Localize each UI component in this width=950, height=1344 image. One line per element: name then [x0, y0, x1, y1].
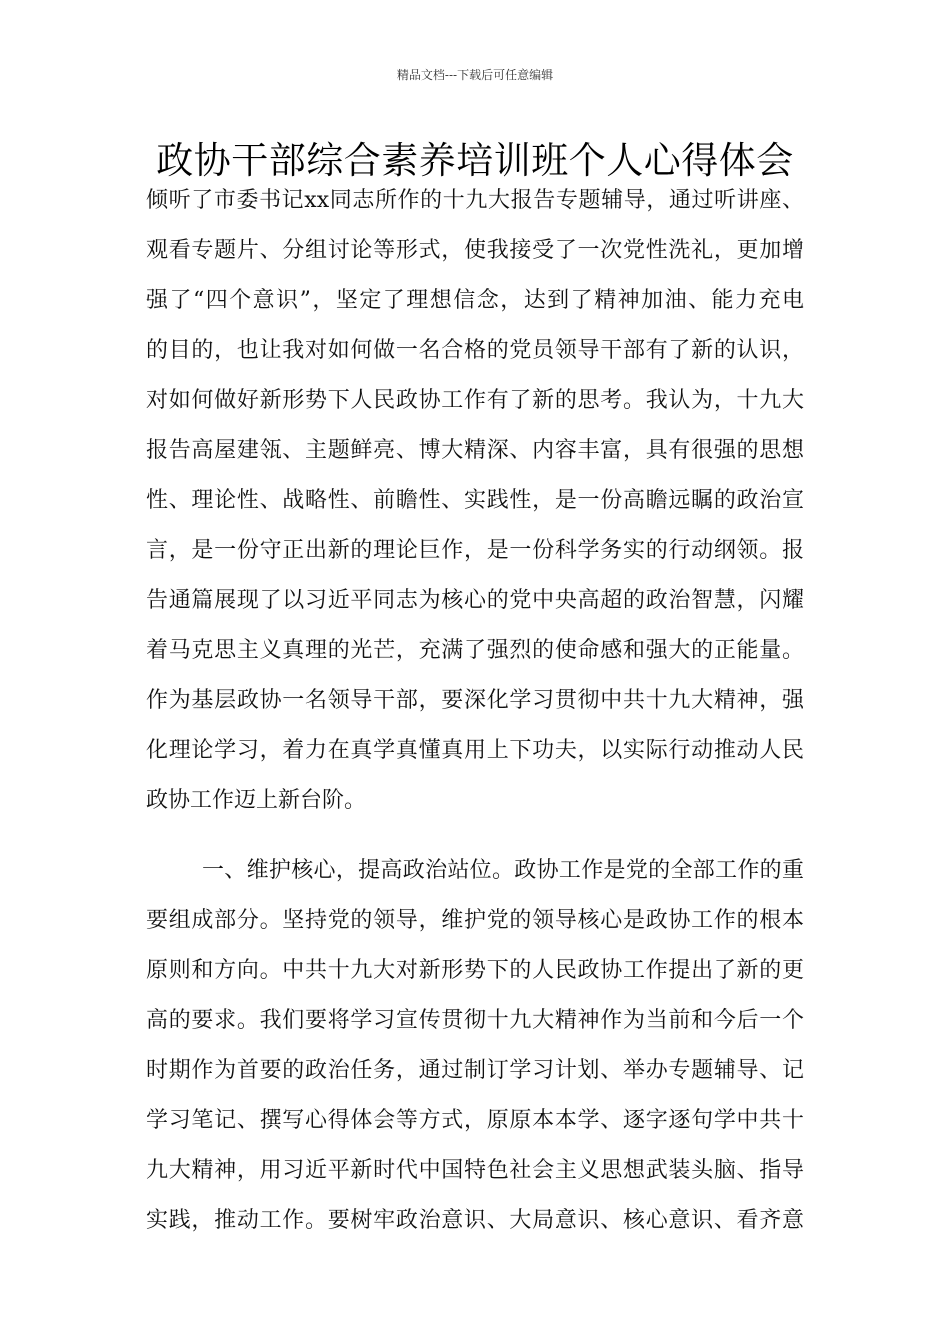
text-line: 高的要求。我们要将学习宣传贯彻十九大精神作为当前和今后一个 — [146, 1008, 804, 1033]
paragraph-2 — [146, 852, 804, 1252]
text-line: 学习笔记、撰写心得体会等方式，原原本本学、逐字逐句学中共十 — [146, 1108, 804, 1133]
text-line: 对如何做好新形势下人民政协工作有了新的思考。我认为，十九大 — [146, 388, 804, 413]
document-title: 政协干部综合素养培训班个人心得体会 — [156, 139, 794, 182]
text-line: 作为基层政协一名领导干部，要深化学习贯彻中共十九大精神，强 — [146, 688, 804, 713]
text-line: 言，是一份守正出新的理论巨作，是一份科学务实的行动纲领。报 — [146, 538, 804, 563]
text-line: 原则和方向。中共十九大对新形势下的人民政协工作提出了新的更 — [146, 958, 804, 983]
text-line: 要组成部分。坚持党的领导，维护党的领导核心是政协工作的根本 — [146, 908, 804, 933]
text-line: 的目的，也让我对如何做一名合格的党员领导干部有了新的认识， — [146, 338, 804, 363]
text-line: 强了“四个意识”，坚定了理想信念，达到了精神加油、能力充电 — [146, 288, 804, 313]
text-line: 着马克思主义真理的光芒，充满了强烈的使命感和强大的正能量。 — [146, 638, 804, 663]
text-line: 九大精神，用习近平新时代中国特色社会主义思想武装头脑、指导 — [146, 1158, 804, 1183]
text-line: 化理论学习，着力在真学真懂真用上下功夫，以实际行动推动人民 — [146, 738, 804, 763]
text-line: 告通篇展现了以习近平同志为核心的党中央高超的政治智慧，闪耀 — [146, 588, 804, 613]
text-line: 一、维护核心，提高政治站位。政协工作是党的全部工作的重 — [202, 858, 804, 883]
text-line: 观看专题片、分组讨论等形式，使我接受了一次党性洗礼，更加增 — [146, 238, 804, 263]
text-line: 性、理论性、战略性、前瞻性、实践性，是一份高瞻远瞩的政治宣 — [146, 488, 804, 513]
text-line: 倾听了市委书记xx同志所作的十九大报告专题辅导，通过听讲座、 — [146, 188, 804, 213]
paragraph-gap — [146, 832, 804, 852]
header-note: 精品文档---下载后可任意编辑 — [396, 68, 554, 82]
document-body — [146, 182, 804, 1252]
text-line: 实践，推动工作。要树牢政治意识、大局意识、核心意识、看齐意 — [146, 1208, 804, 1233]
text-line: 时期作为首要的政治任务，通过制订学习计划、举办专题辅导、记 — [146, 1058, 804, 1083]
text-line: 政协工作迈上新台阶。 — [146, 788, 367, 813]
text-line: 报告高屋建瓴、主题鲜亮、博大精深、内容丰富，具有很强的思想 — [146, 438, 804, 463]
paragraph-1 — [146, 182, 804, 832]
